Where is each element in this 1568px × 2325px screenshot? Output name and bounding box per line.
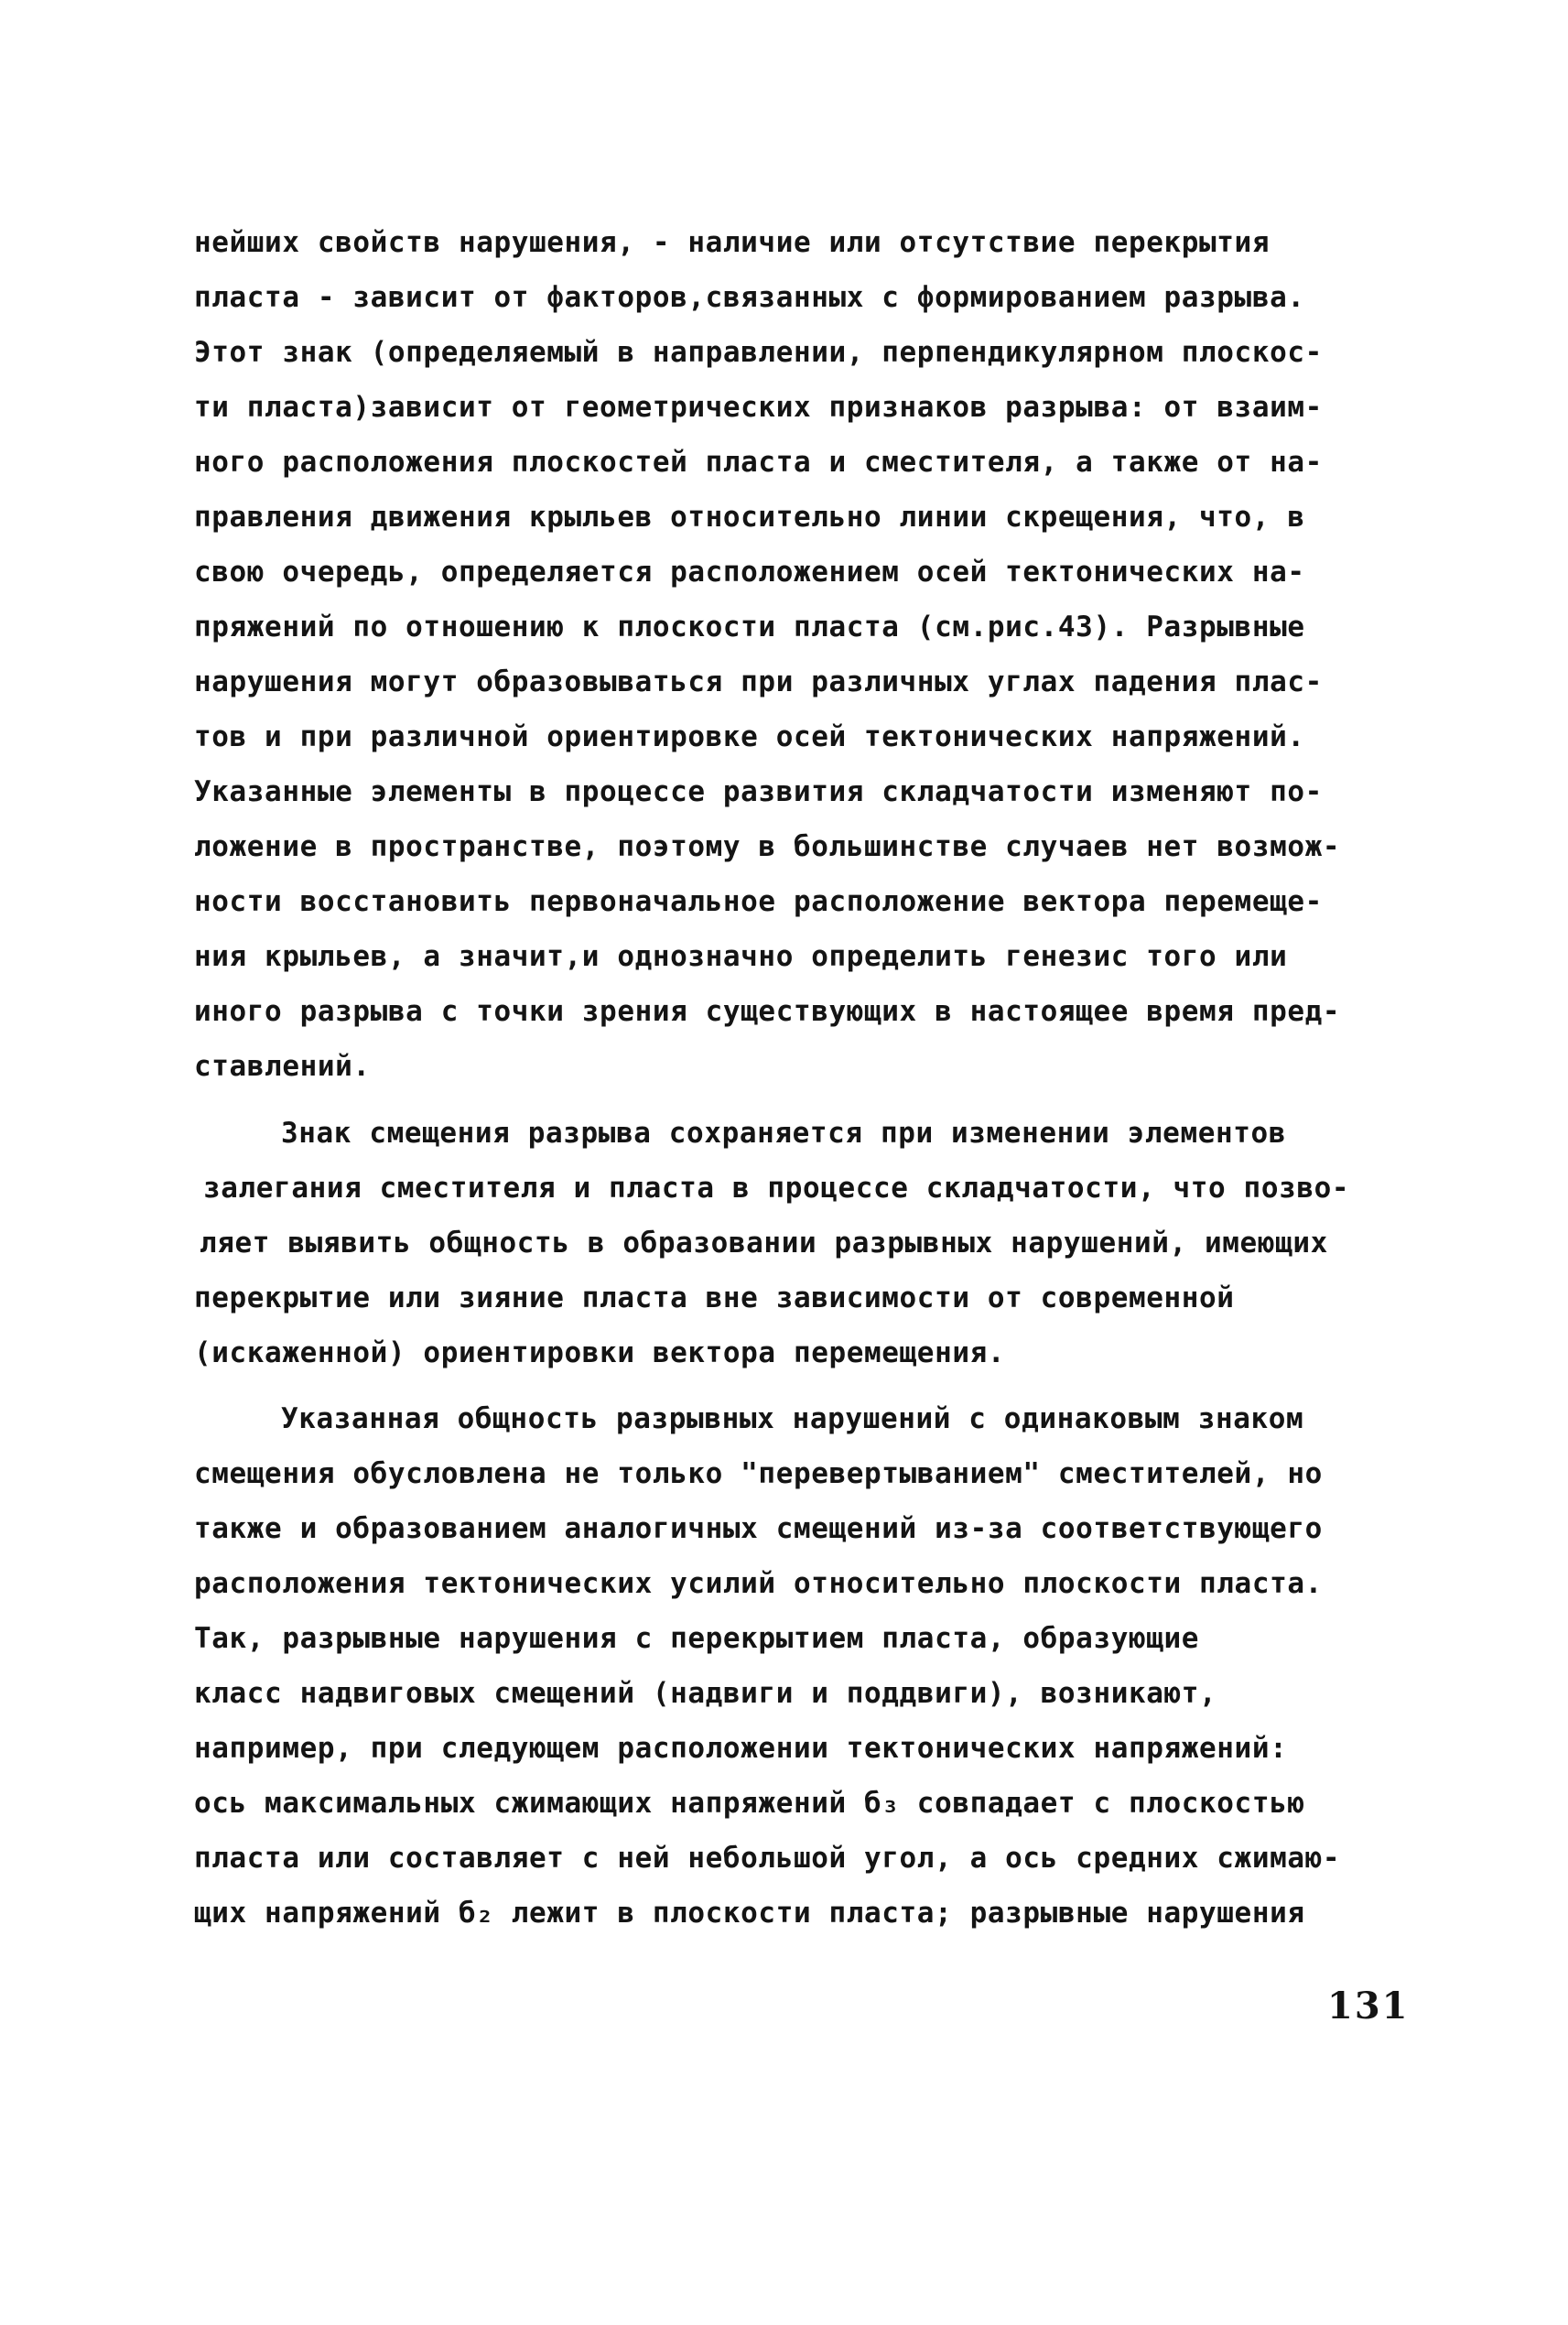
- text-line: Указанные элементы в процессе развития складчатости изменяют по-: [194, 775, 1323, 808]
- text-line: ось максимальных сжимающих напряжений б₃ совпадает с плоскостью: [194, 1787, 1305, 1820]
- text-line: залегания сместителя и пласта в процессе складчатости, что позво-: [203, 1172, 1350, 1205]
- text-line: Знак смещения разрыва сохраняется при изменении элементов: [281, 1117, 1287, 1150]
- page-number: 131: [1327, 1984, 1410, 2028]
- text-line: расположения тектонических усилий относительно плоскости пласта.: [194, 1567, 1323, 1600]
- text-line: Этот знак (определяемый в направлении, перпендикулярном плоскос-: [194, 336, 1323, 369]
- text-line: иного разрыва с точки зрения существующих в настоящее время пред-: [194, 995, 1341, 1028]
- text-line: пряжений по отношению к плоскости пласта (см.рис.43). Разрывные: [194, 611, 1305, 643]
- text-line: свою очередь, определяется расположением осей тектонических на-: [194, 556, 1305, 589]
- text-line: ния крыльев, а значит,и однозначно определить генезис того или: [194, 940, 1288, 973]
- text-line: например, при следующем расположении тектонических напряжений:: [194, 1732, 1288, 1765]
- text-line: перекрытие или зияние пласта вне зависимости от современной: [194, 1281, 1235, 1314]
- text-line: ти пласта)зависит от геометрических признаков разрыва: от взаим-: [194, 391, 1323, 424]
- text-line: смещения обусловлена не только "перевертыванием" сместителей, но: [194, 1457, 1323, 1490]
- text-line: ного расположения плоскостей пласта и сместителя, а также от на-: [194, 446, 1323, 479]
- text-line: ности восстановить первоначальное расположение вектора перемеще-: [194, 885, 1323, 918]
- text-line: Так, разрывные нарушения с перекрытием пласта, образующие: [194, 1622, 1200, 1655]
- text-line: пласта - зависит от факторов,связанных с формированием разрыва.: [194, 281, 1305, 314]
- text-line: нейших свойств нарушения, - наличие или отсутствие перекрытия: [194, 226, 1271, 259]
- text-line: (искаженной) ориентировки вектора перемещения.: [194, 1336, 1006, 1369]
- text-line: класс надвиговых смещений (надвиги и поддвиги), возникают,: [194, 1677, 1217, 1710]
- text-line: тов и при различной ориентировке осей тектонических напряжений.: [194, 720, 1305, 753]
- text-line: нарушения могут образовываться при различных углах падения плас-: [194, 665, 1323, 698]
- text-line: правления движения крыльев относительно линии скрещения, что, в: [194, 501, 1305, 534]
- text-line: Указанная общность разрывных нарушений с одинаковым знаком: [281, 1402, 1304, 1435]
- text-line: пласта или составляет с ней небольшой угол, а ось средних сжимаю-: [194, 1842, 1341, 1875]
- text-line: ложение в пространстве, поэтому в большинстве случаев нет возмож-: [194, 830, 1341, 863]
- text-line: также и образованием аналогичных смещений из-за соответствующего: [194, 1512, 1323, 1545]
- text-line: щих напряжений б₂ лежит в плоскости пласта; разрывные нарушения: [194, 1897, 1305, 1930]
- text-line: ляет выявить общность в образовании разрывных нарушений, имеющих: [200, 1227, 1328, 1260]
- text-line: ставлений.: [194, 1050, 371, 1083]
